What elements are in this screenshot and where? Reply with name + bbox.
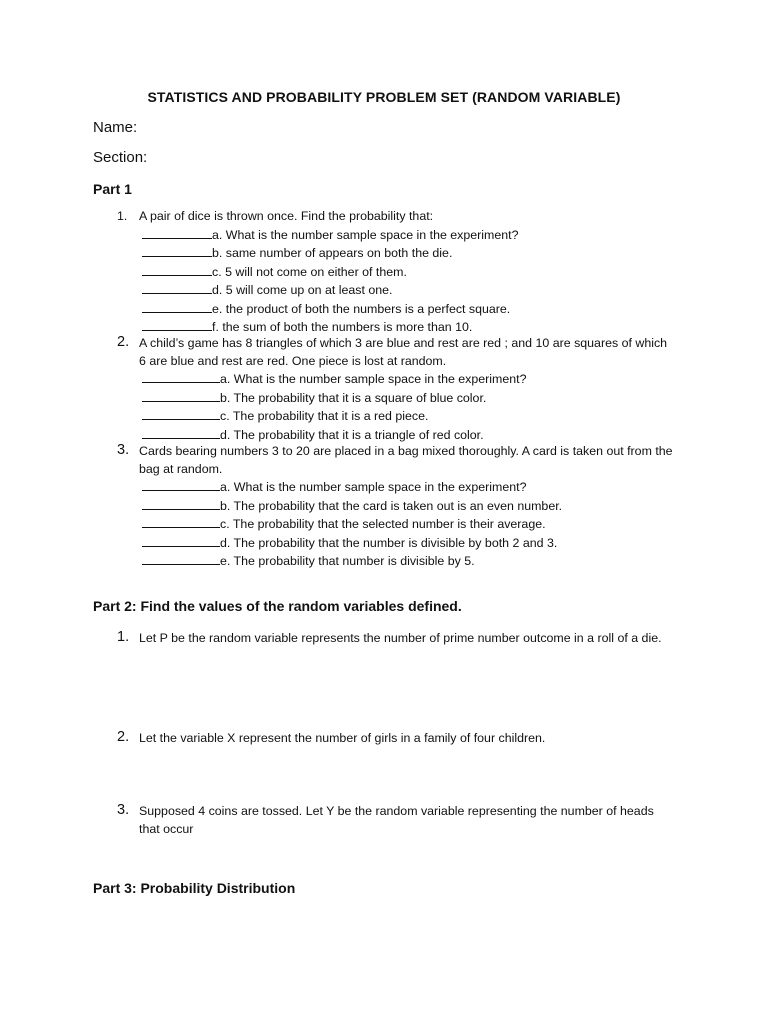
question-stem: Cards bearing numbers 3 to 20 are placed in a bag mixed thoroughly. A card is taken out from the bag at random. [139,444,673,476]
sub-item [142,552,677,571]
sub-item-text: c. 5 will not come on either of them. [212,264,407,279]
question-number: 1. [117,629,130,645]
sub-item [142,389,677,408]
sub-item-text: e. The probability that number is divisible by 5. [220,554,475,568]
part3-heading: Part 3: Probability Distribution [93,880,296,896]
sub-item-text: b. same number of appears on both the die. [212,246,453,260]
sub-item [142,497,677,516]
answer-blank[interactable] [142,226,212,239]
sub-item-text: d. The probability that it is a triangle of red color. [220,427,484,442]
sub-item-text: c. The probability that it is a red piece. [220,409,429,423]
part2-question-3 [117,803,677,838]
sub-item-text: b. The probability that the card is taken out is an even number. [220,498,563,513]
answer-blank[interactable] [142,263,212,276]
answer-blank[interactable] [142,552,220,565]
document-title: STATISTICS AND PROBABILITY PROBLEM SET (RANDOM VARIABLE) [147,89,621,105]
question-stem: Let P be the random variable represents the number of prime number outcome in a roll of a die. [139,631,662,645]
question-number: 2. [117,729,130,745]
question-stem: A pair of dice is thrown once. Find the probability that: [139,209,434,223]
answer-blank[interactable] [142,370,220,383]
answer-blank[interactable] [142,300,212,313]
answer-blank[interactable] [142,244,212,257]
sub-item-text: b. The probability that it is a square of blue color. [220,390,487,405]
answer-blank[interactable] [142,515,220,528]
part2-question-2 [117,730,677,748]
sub-item-text: e. the product of both the numbers is a perfect square. [212,301,511,316]
answer-blank[interactable] [142,497,220,510]
sub-item [142,226,677,245]
sub-item [142,478,677,497]
part2-question-1 [117,630,677,648]
sub-item [142,515,677,534]
question-stem: Supposed 4 coins are tossed. Let Y be the random variable representing the number of heads that occur [139,804,654,836]
sub-item [142,281,677,300]
sub-item-text: a. What is the number sample space in the experiment? [220,480,527,494]
answer-blank[interactable] [142,389,220,402]
question-number: 2. [117,334,130,350]
sub-item-text: f. the sum of both the numbers is more than 10. [212,320,473,334]
name-field-label: Name: [93,119,138,136]
part1-question-2 [117,335,677,444]
question-number: 3. [117,802,130,818]
sub-item-text: a. What is the number sample space in the experiment? [220,372,527,386]
sub-item-text: d. The probability that the number is divisible by both 2 and 3. [220,535,558,550]
question-number: 3. [117,442,130,458]
answer-blank[interactable] [142,407,220,420]
answer-blank[interactable] [142,478,220,491]
answer-blank[interactable] [142,318,212,331]
sub-item [142,318,677,337]
question-number: 1. [117,209,128,223]
sub-item [142,534,677,553]
sub-item-text: a. What is the number sample space in the experiment? [212,227,519,242]
sub-item [142,244,677,263]
part1-question-3 [117,443,677,571]
answer-blank[interactable] [142,534,220,547]
sub-item [142,263,677,282]
section-field-label: Section: [93,149,148,166]
sub-item [142,426,677,445]
question-stem: Let the variable X represent the number of girls in a family of four children. [139,731,546,745]
answer-blank[interactable] [142,426,220,439]
answer-blank[interactable] [142,281,212,294]
sub-item [142,370,677,389]
question-stem: A child’s game has 8 triangles of which 3 are blue and rest are red ; and 10 are squares of which 6 are blue and rest are red. One piece is lost at random. [139,336,668,368]
sub-item [142,407,677,426]
part2-heading: Part 2: Find the values of the random variables defined. [93,598,462,614]
sub-item-text: d. 5 will come up on at least one. [212,283,393,297]
part1-question-1 [117,208,677,337]
part1-heading: Part 1 [93,181,132,197]
sub-item [142,300,677,319]
sub-item-text: c. The probability that the selected number is their average. [220,517,546,531]
